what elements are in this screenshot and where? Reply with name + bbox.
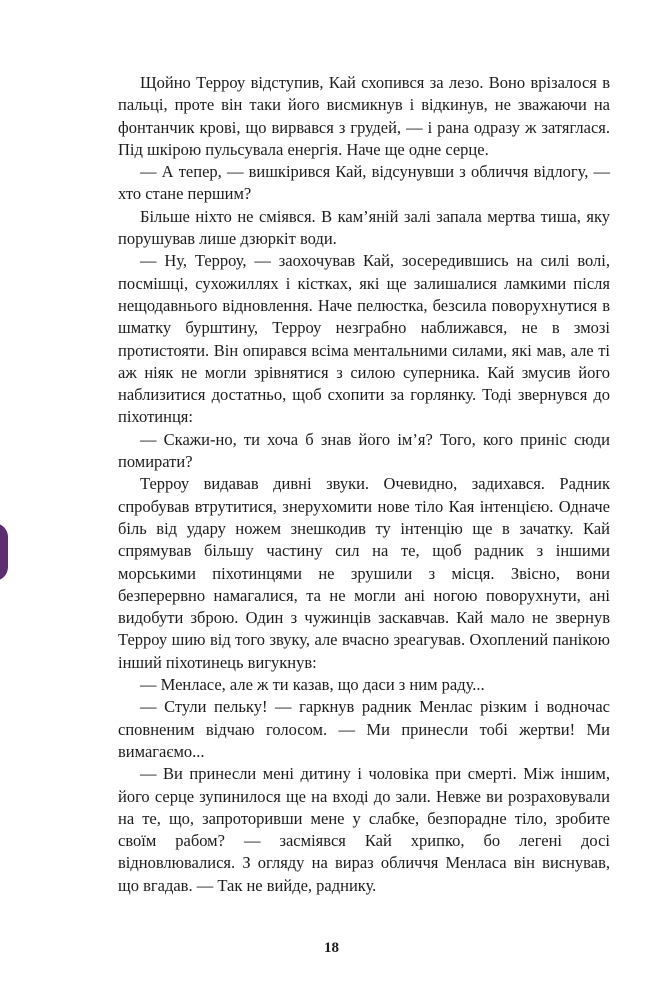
paragraph: Більше ніхто не сміявся. В кам’яній залі запала мертва тиша, яку порушував лише дзюркіт води. (118, 206, 610, 249)
paragraph: — Ну, Терроу, — заохочував Кай, зосередившись на силі волі, посмішці, сухожиллях і кістках, які ще залишалися ламкими після нещодавнього відновлення. Наче пелюстка, безсила поворухнутися в шматку бурштину, Терроу незграбно наближався, не в змозі протистояти. Він опирався всіма ментальними силами, які мав, але ті аж ніяк не могли зрівнятися з силою суперника. Кай змусив його наблизитися достатньо, щоб схопити за горлянку. Тоді звернувся до піхотинця: (118, 251, 610, 427)
paragraph: Терроу видавав дивні звуки. Очевидно, задихався. Радник спробував втрутитися, знерухомити нове тіло Кая інтенцією. Одначе біль від удару ножем знешкодив ту інтенцію ще в зачатку. Кай спрямував більшу частину сил на те, щоб радник з іншими морськими піхотинцями не зрушили з місця. Звісно, вони безперервно намагалися, та не могли ані ногою поворухнути, ані видобути зброю. Один з чужинців заскавчав. Кай мало не звернув Терроу шию від того звуку, але вчасно зреагував. Охоплений панікою інший піхотинець вигукнув: (118, 474, 610, 672)
body-text (118, 72, 610, 897)
page-number: 18 (324, 940, 339, 956)
paragraph: — Скажи-но, ти хоча б знав його ім’я? Того, кого приніс сюди помирати? (118, 429, 610, 472)
purple-edge-mark (0, 523, 8, 581)
paragraph: — А тепер, — вишкірився Кай, відсунувши з обличчя відлогу, — хто стане першим? (118, 162, 610, 204)
paragraph: Щойно Терроу відступив, Кай схопився за лезо. Воно врізалося в пальці, проте він таки його висмикнув і відкинув, не зважаючи на фонтанчик крові, що вирвався з грудей, — і рана одразу ж затяглася. Під шкірою пульсувала енергія. Наче ще одне серце. (118, 73, 610, 159)
paragraph: — Менласе, але ж ти казав, що даси з ним раду... (140, 675, 485, 695)
paragraph: — Стули пельку! — гаркнув радник Менлас різким і водночас сповненим відчаю голосом. — Ми принесли тобі жертви! Ми вимагаємо... (118, 697, 610, 761)
paragraph: — Ви принесли мені дитину і чоловіка при смерті. Між іншим, його серце зупинилося ще на вході до зали. Невже ви розраховували на те, що, запроторивши мене у слабке, безпорадне тіло, зробите своїм рабом? — засміявся Кай хрипко, бо легені досі відновлювалися. З огляду на вираз обличчя Менласа він виснував, що вгадав. — Так не вийде, раднику. (118, 764, 610, 895)
